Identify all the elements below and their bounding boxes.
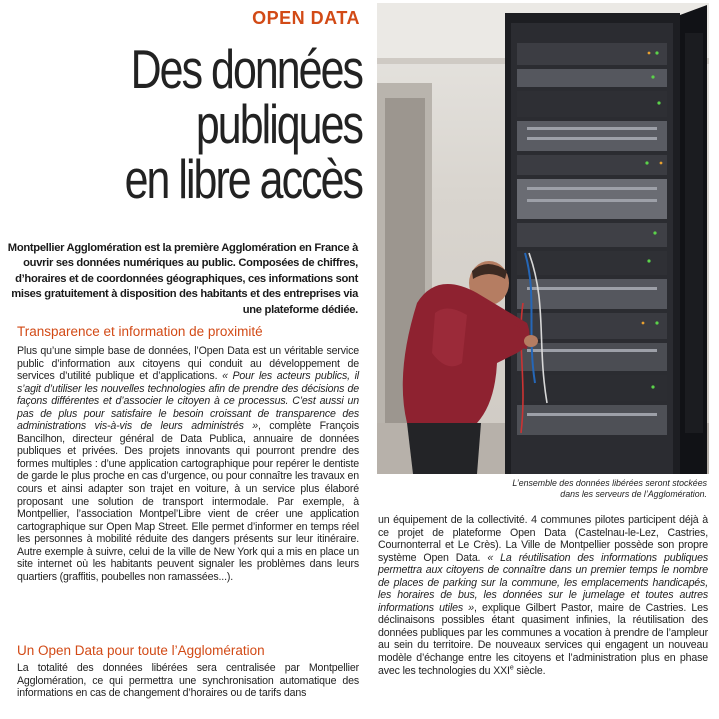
headline-line-3: en libre accès (124, 148, 362, 210)
section-heading-transparence: Transparence et information de proximité (17, 324, 263, 339)
headline-line-1: Des données (130, 38, 362, 100)
body-text: Plus qu’une simple base de données, l’Open Data est un véritable service public d’information aux citoyens qui conduit au développement de services d’utilité publique et d’applications. (17, 345, 359, 383)
century-superscript: e (509, 664, 514, 672)
body-text: un équipement de la collectivité. 4 communes pilotes participent déjà à ce projet de plateforme Open Data (Castelnau-le-Lez, Castries, Cournonterral et Le Crès). La Ville de Montpellier possède son propre système Open Data. (378, 514, 708, 564)
body-column-1-part-1 (17, 345, 359, 583)
headline-line-2: publiques (195, 93, 362, 155)
photo-caption (377, 478, 707, 500)
body-column-2 (378, 514, 708, 677)
body-text: , complète François Bancilhon, directeur général de Data Publica, annuaire de données publiques et privées. Des projets innovants qui pourront prendre des formes multiples : d’une application cartographique pour repérer le dentiste de garde le plus proche en cas d’urgence, ou pour connaître les travaux en cours et ainsi adapter son trajet en voiture, à un service plus élaboré proposant une solution de transport intermodale. Par exemple, à Montpellier, l’association Montpel’Libre vient de créer une application cartographique sur Open Map Street. Elle permet d’informer en temps réel les personnes à mobilité réduite des dangers présents sur leur itinéraire. Autre exemple à suivre, celui de la ville de New York qui a mis en place un site internet où les habitants peuvent signaler les problèmes dans leurs quartiers (graffitis, poubelles non ramassées...). (17, 420, 359, 583)
server-room-photo (377, 3, 709, 474)
section-kicker: OPEN DATA (252, 8, 360, 28)
lead-paragraph: Montpellier Agglomération est la première Agglomération en France à ouvrir ses données numériques au public. Composées de chiffres, d’horaires et de coordonnées géographiques, ces informations sont mises gratuitement à disposition des habitants et des entreprises via une plateforme dédiée. (7, 242, 358, 316)
body-text: siècle. (513, 664, 546, 677)
headline (80, 38, 362, 210)
section-heading-agglomeration: Un Open Data pour toute l’Agglomération (17, 643, 265, 658)
quote-bancilhon: « Pour les acteurs publics, il s’agit d’utiliser les nouvelles technologies afin de prendre des décisions de façons différentes et d’associer le citoyen à ce processus. C’est aussi un pas de plus pour satisfaire le besoin croissant de transparence des administrations vis-à-vis de leurs administrés » (17, 370, 359, 433)
server-room-illustration (377, 3, 709, 474)
caption-line-1: L’ensemble des données libérées seront stockées (512, 478, 707, 488)
quote-pastor: « La réutilisation des informations publiques permettra aux citoyens de connaître dans un premier temps le nombre de places de parking sur la commune, les emplacements handicapés, les horaires de bus, les données sur le jumelage et toutes autres informations utiles » (378, 551, 708, 614)
body-column-1-part-2: La totalité des données libérées sera centralisée par Montpellier Agglomération, ce qui permettra une synchronisation automatique des informations en cas de changement d’horaires ou de tarifs dans (17, 662, 359, 700)
body-text: , explique Gilbert Pastor, maire de Castries. Les déclinaisons possibles étant quasiment infinies, la réutilisation des données publiques par les communes a vocation à prendre de l’ampleur au sein du territoire. De nouveaux services qui engagent un nouveau modèle d’échange entre les citoyens et l’administration plus en phase avec les technologies du XXI (378, 601, 708, 677)
caption-line-2: dans les serveurs de l’Agglomération. (560, 489, 707, 499)
